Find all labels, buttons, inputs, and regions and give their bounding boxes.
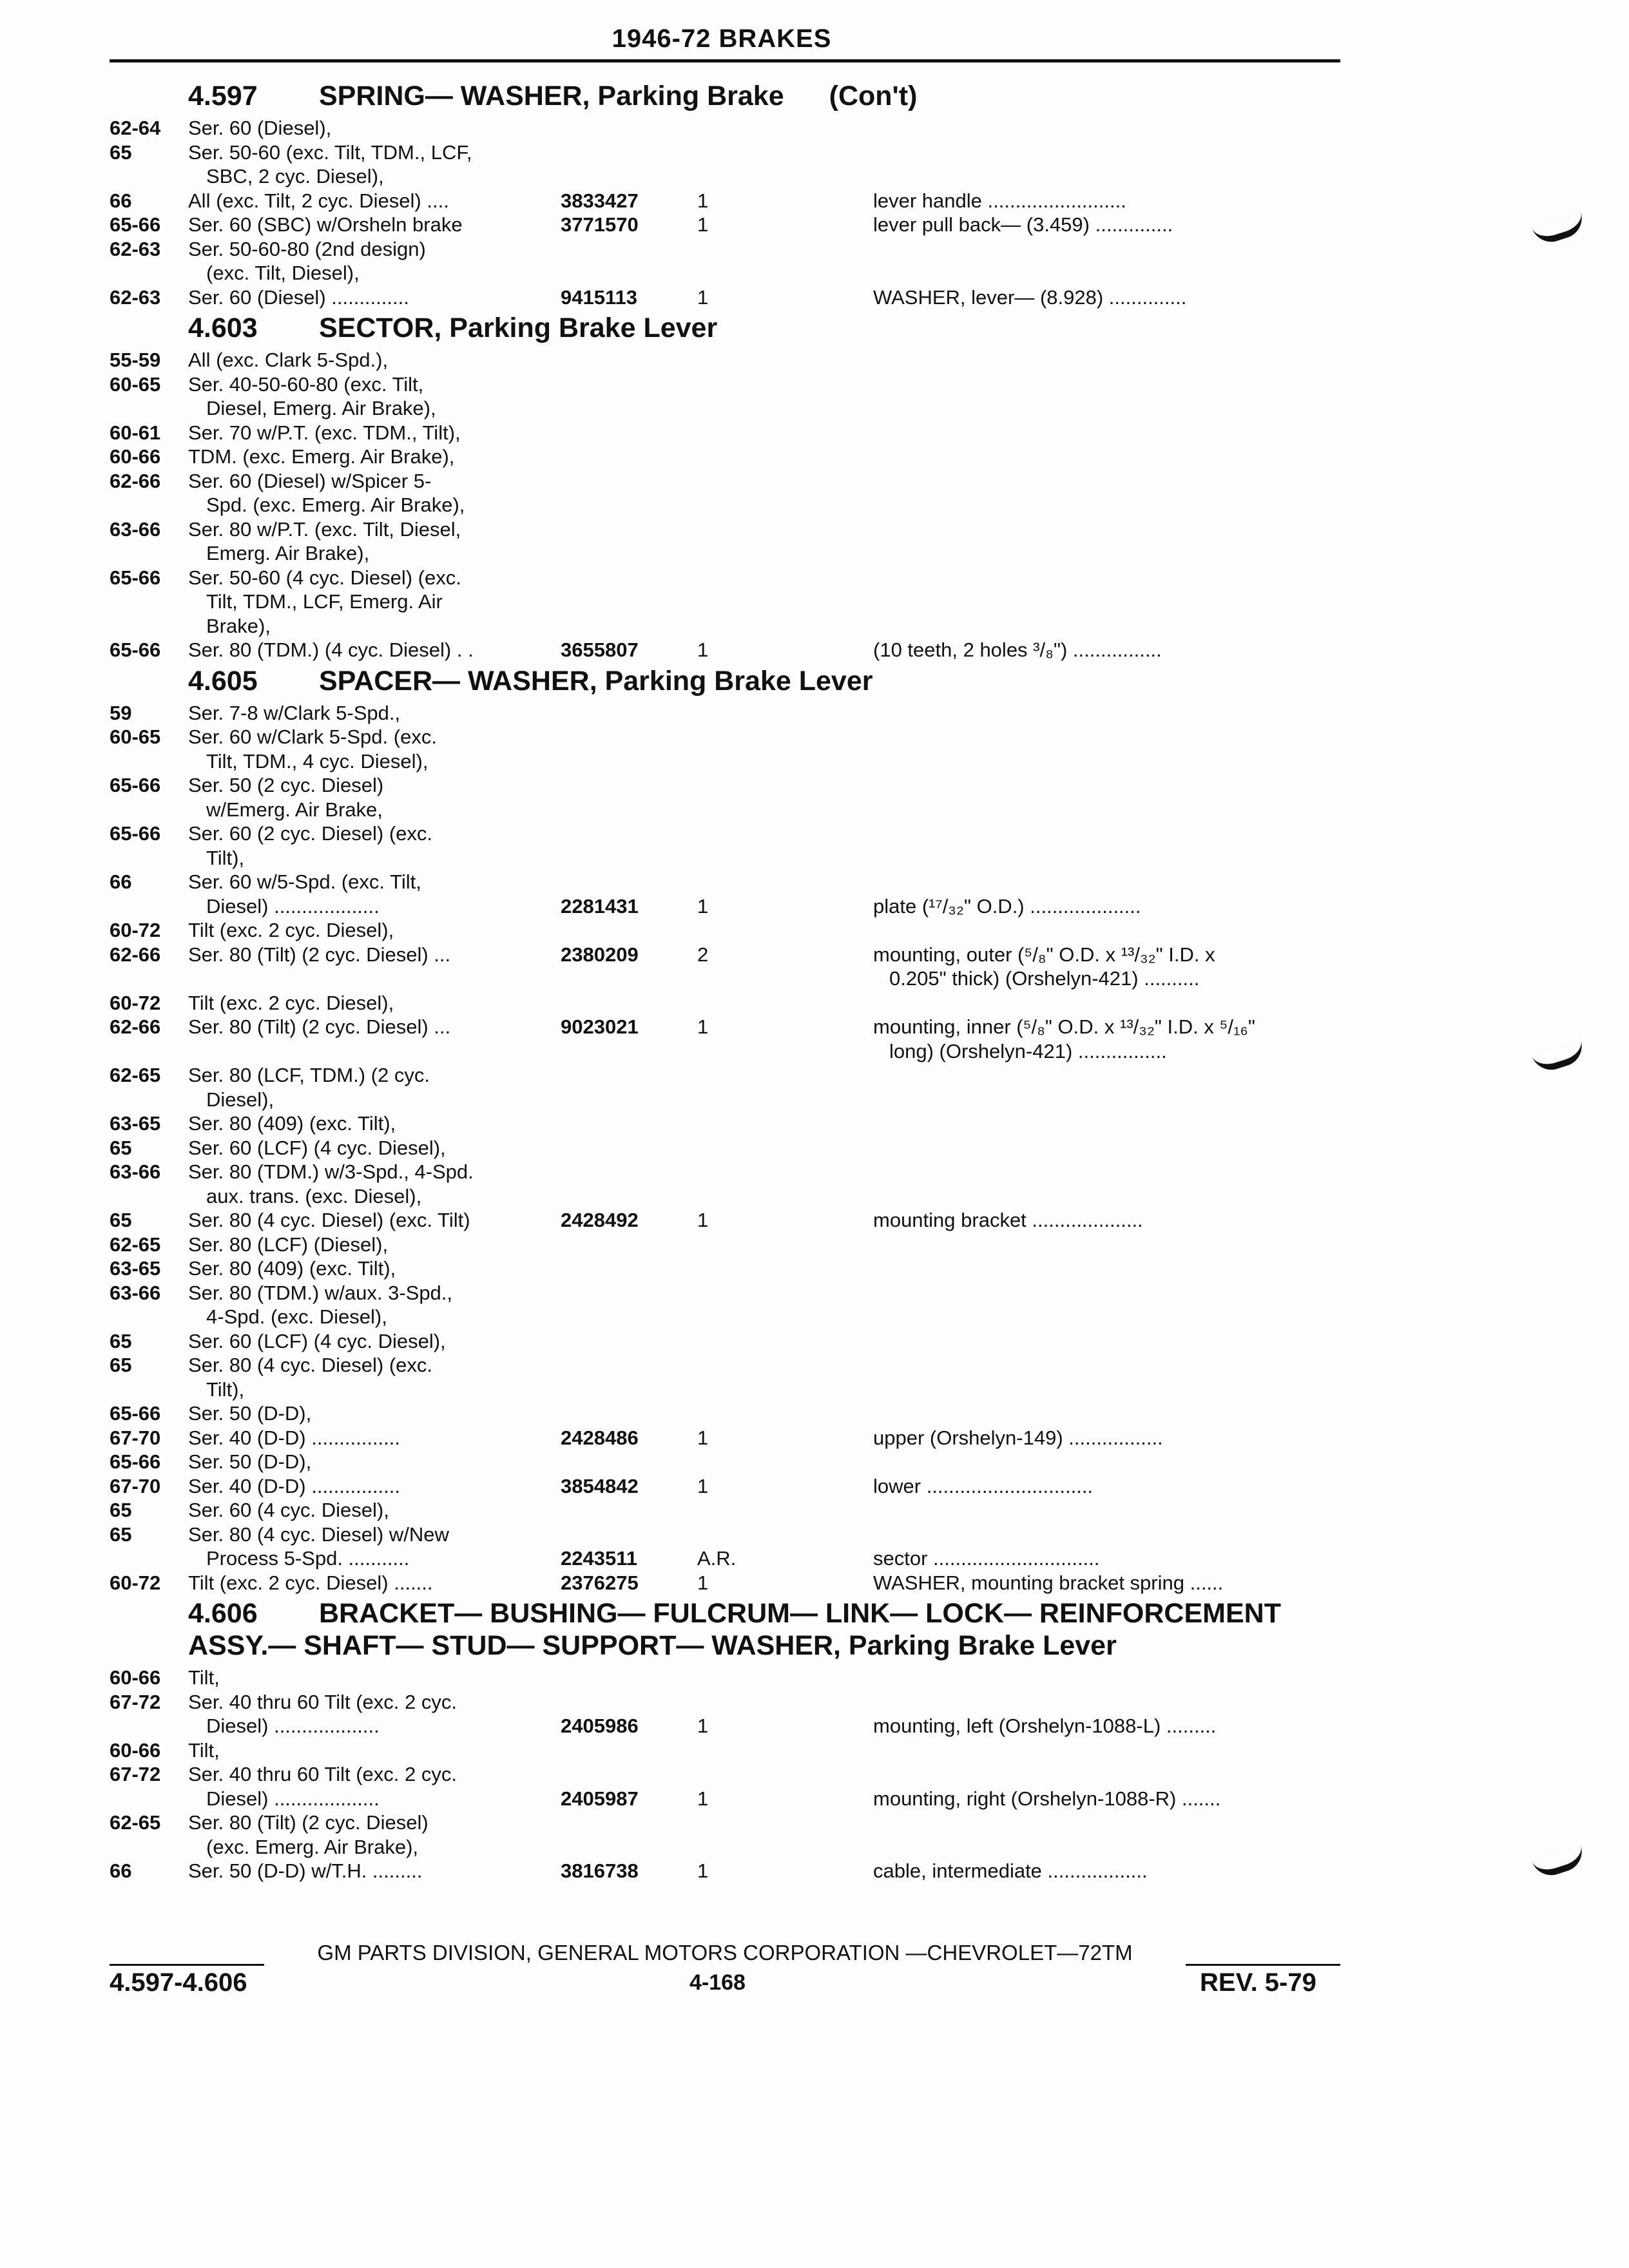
application-description: Ser. 80 (4 cyc. Diesel) w/New bbox=[188, 1523, 449, 1546]
model-years: 65 bbox=[110, 1354, 132, 1376]
parts-table-row bbox=[110, 396, 1340, 421]
model-years: 62-66 bbox=[110, 1015, 161, 1038]
section-heading-4603 bbox=[110, 312, 1340, 344]
footer-rule-left bbox=[110, 1964, 264, 1966]
application-description: Ser. 80 (LCF, TDM.) (2 cyc. bbox=[188, 1064, 430, 1086]
quantity: 1 bbox=[697, 1860, 709, 1882]
parts-table-row bbox=[110, 1835, 1340, 1860]
parts-table-row bbox=[110, 749, 1340, 774]
application-description: Diesel) ................... bbox=[206, 1715, 380, 1737]
application-description: Tilt (exc. 2 cyc. Diesel) ....... bbox=[188, 1571, 433, 1594]
part-name: mounting, outer (⁵/₈" O.D. x ¹³/₃₂" I.D. x bbox=[873, 943, 1215, 966]
application-description: Tilt, TDM., 4 cyc. Diesel), bbox=[206, 749, 429, 773]
parts-table-row bbox=[110, 1233, 1340, 1257]
quantity: 1 bbox=[697, 1715, 709, 1737]
parts-table-row bbox=[110, 1762, 1340, 1787]
parts-table-row bbox=[110, 285, 1340, 310]
model-years: 65 bbox=[110, 1209, 132, 1231]
application-description: Tilt, bbox=[188, 1666, 220, 1689]
application-description: Ser. 60 (LCF) (4 cyc. Diesel), bbox=[188, 1329, 446, 1352]
parts-table-row bbox=[110, 846, 1340, 870]
model-years: 60-66 bbox=[110, 1738, 161, 1762]
parts-table-row bbox=[110, 1714, 1340, 1738]
part-name: mounting, inner (⁵/₈" O.D. x ¹³/₃₂" I.D. x ⁵/₁₆" bbox=[873, 1015, 1255, 1038]
application-description: Ser. 60 (Diesel) .............. bbox=[188, 285, 409, 309]
application-description: Spd. (exc. Emerg. Air Brake), bbox=[206, 494, 465, 516]
model-years: 60-66 bbox=[110, 445, 161, 468]
application-description: Tilt), bbox=[206, 846, 245, 869]
application-description: Ser. 50 (D-D), bbox=[188, 1402, 312, 1425]
parts-table-row bbox=[110, 966, 1340, 991]
part-name: WASHER, lever— (8.928) .............. bbox=[873, 285, 1187, 309]
parts-table-row bbox=[110, 822, 1340, 846]
application-description: Ser. 80 (TDM.) w/3-Spd., 4-Spd. bbox=[188, 1160, 474, 1183]
application-description: Ser. 40-50-60-80 (exc. Tilt, bbox=[188, 372, 424, 396]
model-years: 60-65 bbox=[110, 726, 161, 748]
section-title: SPRING— WASHER, Parking Brake bbox=[319, 81, 784, 111]
quantity: 1 bbox=[697, 639, 709, 661]
part-number: 2405987 bbox=[561, 1787, 639, 1810]
quantity: 1 bbox=[697, 894, 709, 918]
part-number: 2428492 bbox=[561, 1209, 639, 1231]
parts-table-row bbox=[110, 517, 1340, 542]
parts-table-row bbox=[110, 725, 1340, 749]
application-description: Ser. 80 (LCF) (Diesel), bbox=[188, 1233, 389, 1256]
part-number: 3816738 bbox=[561, 1860, 639, 1882]
parts-table-row bbox=[110, 189, 1340, 213]
part-name: cable, intermediate .................. bbox=[873, 1860, 1148, 1882]
parts-table-row bbox=[110, 469, 1340, 494]
model-years: 60-65 bbox=[110, 372, 161, 396]
part-number: 2428486 bbox=[561, 1426, 639, 1449]
parts-table-row bbox=[110, 1546, 1340, 1571]
footer-rule-right bbox=[1186, 1964, 1340, 1966]
model-years: 65-66 bbox=[110, 566, 161, 589]
application-description: Ser. 80 (409) (exc. Tilt), bbox=[188, 1112, 396, 1135]
model-years: 62-64 bbox=[110, 117, 161, 139]
part-name: WASHER, mounting bracket spring ...... bbox=[873, 1571, 1224, 1594]
model-years: 65-66 bbox=[110, 1402, 161, 1425]
part-name: mounting bracket .................... bbox=[873, 1209, 1143, 1231]
part-number: 2380209 bbox=[561, 943, 639, 966]
header-rule bbox=[110, 59, 1340, 62]
parts-table-row bbox=[110, 798, 1340, 822]
model-years: 60-72 bbox=[110, 991, 161, 1014]
parts-table-row bbox=[110, 773, 1340, 798]
application-description: Ser. 60 (LCF) (4 cyc. Diesel), bbox=[188, 1136, 446, 1159]
part-number: 9415113 bbox=[561, 285, 637, 309]
model-years: 65-66 bbox=[110, 1450, 161, 1473]
footer-revision: REV. 5-79 bbox=[1200, 1968, 1316, 1997]
quantity: 1 bbox=[697, 1474, 709, 1497]
parts-table-4605 bbox=[110, 701, 1340, 1595]
quantity: 1 bbox=[697, 1209, 709, 1231]
part-name: plate (¹⁷/₃₂" O.D.) .................... bbox=[873, 894, 1141, 918]
part-name: sector .............................. bbox=[873, 1547, 1100, 1570]
parts-table-row bbox=[110, 116, 1340, 140]
application-description: Ser. 80 (4 cyc. Diesel) (exc. Tilt) bbox=[188, 1209, 470, 1231]
part-name: mounting, right (Orshelyn-1088-R) ....... bbox=[873, 1787, 1221, 1810]
parts-table-row bbox=[110, 140, 1340, 165]
application-description: Ser. 80 (4 cyc. Diesel) (exc. bbox=[188, 1354, 433, 1376]
footer-corporation-text: GM PARTS DIVISION, GENERAL MOTORS CORPORATION —CHEVROLET—72TM bbox=[317, 1941, 1133, 1965]
model-years: 66 bbox=[110, 870, 132, 893]
application-description: Ser. 50 (D-D) w/T.H. ......... bbox=[188, 1860, 423, 1882]
page-title: 1946-72 BRAKES bbox=[612, 24, 832, 53]
quantity: 1 bbox=[697, 1426, 709, 1449]
part-number: 3833427 bbox=[561, 189, 639, 212]
parts-table-row bbox=[110, 1787, 1340, 1811]
model-years: 62-63 bbox=[110, 285, 161, 309]
part-name: upper (Orshelyn-149) ................. bbox=[873, 1426, 1163, 1449]
application-description: Emerg. Air Brake), bbox=[206, 542, 370, 564]
section-title-line2: ASSY.— SHAFT— STUD— SUPPORT— WASHER, Parking Brake Lever bbox=[188, 1630, 1117, 1661]
application-description: Diesel) ................... bbox=[206, 894, 380, 918]
parts-table-4597 bbox=[110, 116, 1340, 309]
application-description: Ser. 80 (Tilt) (2 cyc. Diesel) ... bbox=[188, 1015, 451, 1038]
application-description: 4-Spd. (exc. Diesel), bbox=[206, 1305, 387, 1328]
model-years: 65-66 bbox=[110, 213, 161, 236]
part-number: 2281431 bbox=[561, 894, 639, 918]
application-description: Tilt, TDM., LCF, Emerg. Air bbox=[206, 590, 443, 613]
application-description: All (exc. Tilt, 2 cyc. Diesel) .... bbox=[188, 189, 449, 212]
parts-catalog-content bbox=[110, 77, 1340, 1883]
parts-table-row bbox=[110, 237, 1340, 262]
application-description: Ser. 7-8 w/Clark 5-Spd., bbox=[188, 701, 401, 724]
application-description: Ser. 60 (SBC) w/Orsheln brake bbox=[188, 213, 463, 236]
model-years: 59 bbox=[110, 701, 132, 724]
section-title: SECTOR, Parking Brake Lever bbox=[319, 312, 718, 343]
quantity: 1 bbox=[697, 189, 709, 212]
model-years: 65 bbox=[110, 1329, 132, 1352]
part-number: 2405986 bbox=[561, 1715, 639, 1737]
application-description: Ser. 80 (TDM.) (4 cyc. Diesel) . . bbox=[188, 639, 474, 661]
model-years: 67-70 bbox=[110, 1474, 161, 1497]
parts-table-row bbox=[110, 1523, 1340, 1547]
model-years: 62-65 bbox=[110, 1064, 161, 1086]
model-years: 63-65 bbox=[110, 1112, 161, 1135]
part-number: 3854842 bbox=[561, 1474, 639, 1497]
part-name: (10 teeth, 2 holes ³/₈") ................ bbox=[873, 639, 1162, 661]
model-years: 60-72 bbox=[110, 1571, 161, 1594]
application-description: Tilt (exc. 2 cyc. Diesel), bbox=[188, 991, 394, 1014]
parts-table-row bbox=[110, 1571, 1340, 1595]
parts-table-row bbox=[110, 164, 1340, 189]
parts-table-row bbox=[110, 638, 1340, 662]
parts-table-row bbox=[110, 1111, 1340, 1136]
parts-table-row bbox=[110, 894, 1340, 919]
parts-table-row bbox=[110, 1401, 1340, 1426]
parts-table-row bbox=[110, 1039, 1340, 1064]
parts-table-row bbox=[110, 1738, 1340, 1763]
model-years: 55-59 bbox=[110, 349, 161, 371]
parts-table-row bbox=[110, 493, 1340, 517]
application-description: aux. trans. (exc. Diesel), bbox=[206, 1184, 422, 1207]
application-description: Ser. 50 (2 cyc. Diesel) bbox=[188, 774, 384, 796]
footer-corporation bbox=[110, 1941, 1340, 1965]
binder-ring-mark bbox=[1532, 1039, 1587, 1075]
model-years: 66 bbox=[110, 189, 132, 212]
model-years: 65 bbox=[110, 1136, 132, 1159]
parts-table-row bbox=[110, 870, 1340, 894]
parts-table-row bbox=[110, 1450, 1340, 1474]
parts-table-row bbox=[110, 1690, 1340, 1715]
footer-page-number: 4-168 bbox=[689, 1970, 746, 1995]
application-description: All (exc. Clark 5-Spd.), bbox=[188, 349, 389, 371]
application-description: Ser. 80 (Tilt) (2 cyc. Diesel) bbox=[188, 1811, 429, 1834]
parts-table-row bbox=[110, 1063, 1340, 1088]
parts-table-row bbox=[110, 918, 1340, 943]
section-heading-4597 bbox=[110, 80, 1340, 112]
model-years: 62-65 bbox=[110, 1233, 161, 1256]
section-number: 4.603 bbox=[188, 312, 258, 343]
parts-table-row bbox=[110, 1426, 1340, 1450]
application-description: Diesel) ................... bbox=[206, 1787, 380, 1810]
application-description: Ser. 50 (D-D), bbox=[188, 1450, 312, 1473]
parts-table-row bbox=[110, 1474, 1340, 1499]
application-description: Ser. 50-60 (exc. Tilt, TDM., LCF, bbox=[188, 140, 472, 164]
section-title: BRACKET— BUSHING— FULCRUM— LINK— LOCK— REINFORCEMENT bbox=[319, 1598, 1281, 1629]
application-description: Ser. 80 (Tilt) (2 cyc. Diesel) ... bbox=[188, 943, 451, 966]
quantity: 1 bbox=[697, 285, 709, 309]
model-years: 65 bbox=[110, 1523, 132, 1546]
parts-table-row bbox=[110, 1088, 1340, 1112]
model-years: 67-72 bbox=[110, 1763, 161, 1785]
quantity: 1 bbox=[697, 1015, 709, 1038]
model-years: 62-66 bbox=[110, 943, 161, 966]
application-description: Diesel), bbox=[206, 1088, 275, 1111]
application-description: Ser. 80 (409) (exc. Tilt), bbox=[188, 1257, 396, 1280]
part-name: lever pull back— (3.459) .............. bbox=[873, 213, 1173, 236]
application-description: Ser. 40 thru 60 Tilt (exc. 2 cyc. bbox=[188, 1690, 457, 1713]
part-number: 9023021 bbox=[561, 1015, 639, 1038]
parts-table-row bbox=[110, 1666, 1340, 1690]
application-description: Ser. 60 w/5-Spd. (exc. Tilt, bbox=[188, 870, 421, 893]
application-description: (exc. Emerg. Air Brake), bbox=[206, 1835, 419, 1858]
application-description: Ser. 40 (D-D) ................ bbox=[188, 1474, 401, 1497]
application-description: Ser. 40 (D-D) ................ bbox=[188, 1426, 401, 1449]
application-description: Ser. 60 w/Clark 5-Spd. (exc. bbox=[188, 726, 437, 748]
quantity: 1 bbox=[697, 1571, 709, 1594]
parts-table-4603 bbox=[110, 348, 1340, 662]
application-description: Ser. 50-60-80 (2nd design) bbox=[188, 237, 426, 260]
application-description: Tilt), bbox=[206, 1378, 245, 1401]
application-description: Ser. 60 (4 cyc. Diesel), bbox=[188, 1499, 389, 1521]
quantity: A.R. bbox=[697, 1547, 737, 1570]
parts-table-row bbox=[110, 1498, 1340, 1523]
part-number: 3771570 bbox=[561, 213, 639, 236]
parts-table-row bbox=[110, 614, 1340, 639]
model-years: 65 bbox=[110, 140, 132, 164]
parts-table-row bbox=[110, 1281, 1340, 1305]
parts-table-row bbox=[110, 213, 1340, 237]
model-years: 65 bbox=[110, 1499, 132, 1521]
model-years: 67-72 bbox=[110, 1690, 161, 1713]
parts-table-row bbox=[110, 1136, 1340, 1160]
parts-table-row bbox=[110, 421, 1340, 445]
parts-table-row bbox=[110, 991, 1340, 1015]
model-years: 62-63 bbox=[110, 237, 161, 260]
parts-table-row bbox=[110, 701, 1340, 726]
parts-table-row bbox=[110, 1353, 1340, 1378]
parts-table-row bbox=[110, 1160, 1340, 1184]
application-description: Ser. 80 (TDM.) w/aux. 3-Spd., bbox=[188, 1281, 453, 1304]
model-years: 65-66 bbox=[110, 822, 161, 845]
application-description: SBC, 2 cyc. Diesel), bbox=[206, 165, 384, 187]
parts-table-row bbox=[110, 1184, 1340, 1209]
model-years: 65-66 bbox=[110, 774, 161, 796]
parts-table-row bbox=[110, 1811, 1340, 1835]
parts-table-row bbox=[110, 261, 1340, 285]
application-description: Ser. 50-60 (4 cyc. Diesel) (exc. bbox=[188, 566, 461, 589]
model-years: 63-66 bbox=[110, 517, 161, 541]
section-number: 4.597 bbox=[188, 81, 258, 111]
application-description: Tilt (exc. 2 cyc. Diesel), bbox=[188, 919, 394, 941]
part-name: long) (Orshelyn-421) ................ bbox=[889, 1039, 1167, 1062]
model-years: 63-66 bbox=[110, 1160, 161, 1183]
application-description: Ser. 60 (Diesel), bbox=[188, 117, 332, 139]
parts-table-row bbox=[110, 1256, 1340, 1281]
parts-table-row bbox=[110, 590, 1340, 614]
footer-section-range: 4.597-4.606 bbox=[110, 1968, 247, 1997]
application-description: Process 5-Spd. ........... bbox=[206, 1547, 410, 1570]
parts-table-row bbox=[110, 541, 1340, 566]
application-description: Diesel, Emerg. Air Brake), bbox=[206, 397, 436, 419]
application-description: w/Emerg. Air Brake, bbox=[206, 798, 383, 821]
part-number: 2376275 bbox=[561, 1571, 639, 1594]
application-description: Tilt, bbox=[188, 1738, 220, 1762]
application-description: Ser. 60 (2 cyc. Diesel) (exc. bbox=[188, 822, 433, 845]
parts-table-row bbox=[110, 1208, 1340, 1233]
parts-table-row bbox=[110, 348, 1340, 372]
model-years: 60-66 bbox=[110, 1666, 161, 1689]
parts-table-row bbox=[110, 566, 1340, 590]
model-years: 62-66 bbox=[110, 469, 161, 492]
model-years: 66 bbox=[110, 1860, 132, 1882]
parts-table-row bbox=[110, 1015, 1340, 1039]
parts-table-row bbox=[110, 1859, 1340, 1883]
application-description: Ser. 80 w/P.T. (exc. Tilt, Diesel, bbox=[188, 517, 461, 541]
part-name: 0.205" thick) (Orshelyn-421) .......... bbox=[889, 967, 1200, 990]
part-number: 2243511 bbox=[561, 1547, 637, 1570]
part-number: 3655807 bbox=[561, 639, 639, 661]
parts-table-row bbox=[110, 445, 1340, 469]
parts-table-row bbox=[110, 943, 1340, 967]
parts-table-row bbox=[110, 372, 1340, 397]
section-heading-4605 bbox=[110, 665, 1340, 697]
parts-table-row bbox=[110, 1378, 1340, 1402]
section-continued: (Con't) bbox=[829, 81, 918, 111]
parts-table-row bbox=[110, 1305, 1340, 1329]
model-years: 63-65 bbox=[110, 1257, 161, 1280]
part-name: lower .............................. bbox=[873, 1474, 1094, 1497]
application-description: Ser. 40 thru 60 Tilt (exc. 2 cyc. bbox=[188, 1763, 457, 1785]
quantity: 1 bbox=[697, 213, 709, 236]
section-heading-4606 bbox=[110, 1597, 1340, 1662]
model-years: 60-72 bbox=[110, 919, 161, 941]
application-description: Ser. 60 (Diesel) w/Spicer 5- bbox=[188, 469, 432, 492]
application-description: Ser. 70 w/P.T. (exc. TDM., Tilt), bbox=[188, 421, 461, 444]
part-name: mounting, left (Orshelyn-1088-L) ......... bbox=[873, 1715, 1217, 1737]
model-years: 60-61 bbox=[110, 421, 161, 444]
binder-ring-mark bbox=[1532, 1845, 1587, 1880]
application-description: (exc. Tilt, Diesel), bbox=[206, 262, 360, 284]
application-description: TDM. (exc. Emerg. Air Brake), bbox=[188, 445, 455, 468]
model-years: 62-65 bbox=[110, 1811, 161, 1834]
section-number: 4.606 bbox=[188, 1598, 258, 1629]
model-years: 67-70 bbox=[110, 1426, 161, 1449]
binder-ring-mark bbox=[1532, 211, 1587, 247]
model-years: 65-66 bbox=[110, 639, 161, 661]
quantity: 2 bbox=[697, 943, 709, 966]
parts-table-4606 bbox=[110, 1666, 1340, 1883]
section-title: SPACER— WASHER, Parking Brake Lever bbox=[319, 665, 873, 697]
parts-table-row bbox=[110, 1329, 1340, 1354]
application-description: Brake), bbox=[206, 614, 271, 637]
part-name: lever handle ......................... bbox=[873, 189, 1126, 212]
section-number: 4.605 bbox=[188, 665, 258, 697]
model-years: 63-66 bbox=[110, 1281, 161, 1304]
quantity: 1 bbox=[697, 1787, 709, 1810]
